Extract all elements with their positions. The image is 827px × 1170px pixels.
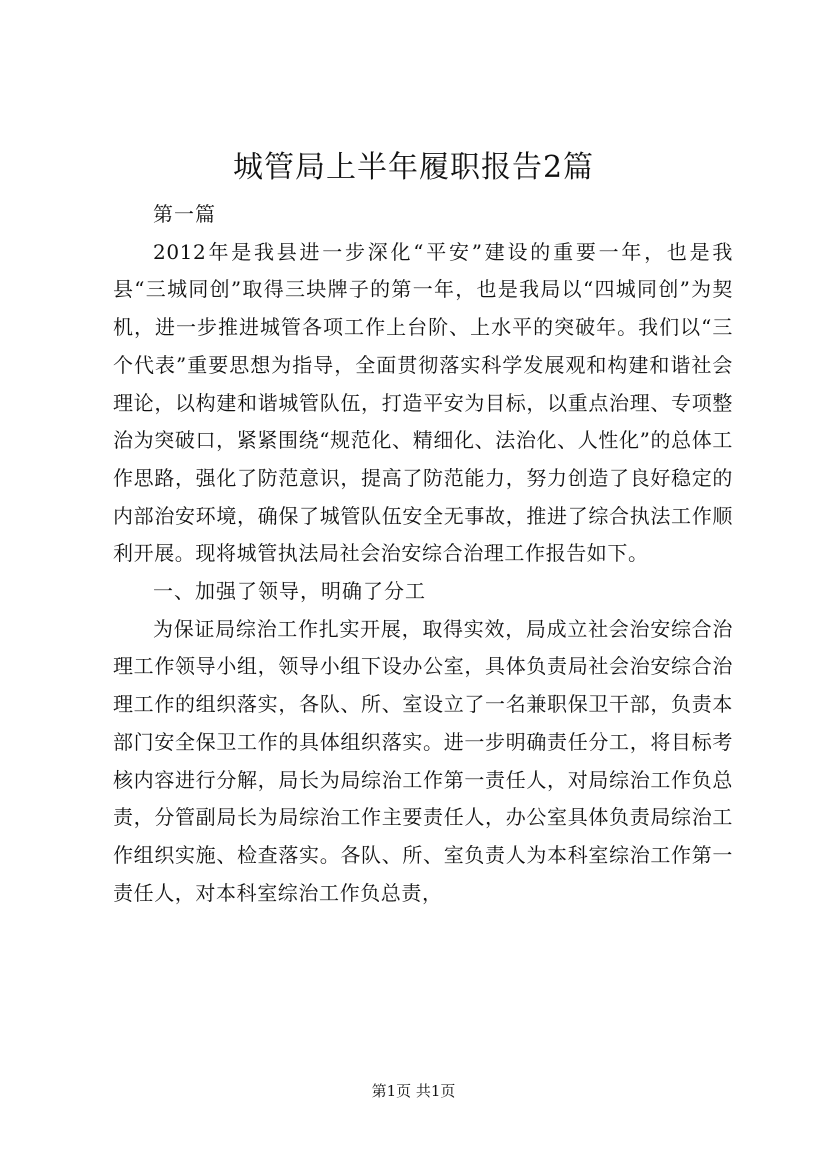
body-paragraph: 为保证局综治工作扎实开展，取得实效，局成立社会治安综合治理工作领导小组，领导小组下设办公室，具体负责局社会治安综合治理工作的组织落实，各队、所、室设立了一名兼职保卫干部，负责本部门安全保卫工作的具体组织落实。进一步明确责任分工，将目标考核内容进行分解，局长为局综治工作第一责任人，对局综治工作负总责，分管副局长为局综治工作主要责任人，办公室具体负责局综治工作组织实施、检查落实。各队、所、室负责人为本科室综治工作第一责任人，对本科室综治工作负总责， [113,616,733,905]
section-label: 第一篇 [153,202,216,226]
page-footer: 第1页 共1页 [371,1082,456,1100]
document-title: 城管局上半年履职报告2篇 [232,150,595,185]
section-heading: 一、加强了领导，明确了分工 [153,579,426,604]
body-paragraph: 2012年是我县进一步深化“平安”建设的重要一年，也是我县“三城同创”取得三块牌子的第一年，也是我局以“四城同创”为契机，进一步推进城管各项工作上台阶、上水平的突破年。我们以“三个代表”重要思想为指导，全面贯彻落实科学发展观和构建和谐社会理论，以构建和谐城管队伍，打造平安为目标，以重点治理、专项整治为突破口，紧紧围绕“规范化、精细化、法治化、人性化”的总体工作思路，强化了防范意识，提高了防范能力，努力创造了良好稳定的内部治安环境，确保了城管队伍安全无事故，推进了综合执法工作顺利开展。现将城管执法局社会治安综合治理工作报告如下。 [113,239,733,566]
document-body [113,196,733,912]
